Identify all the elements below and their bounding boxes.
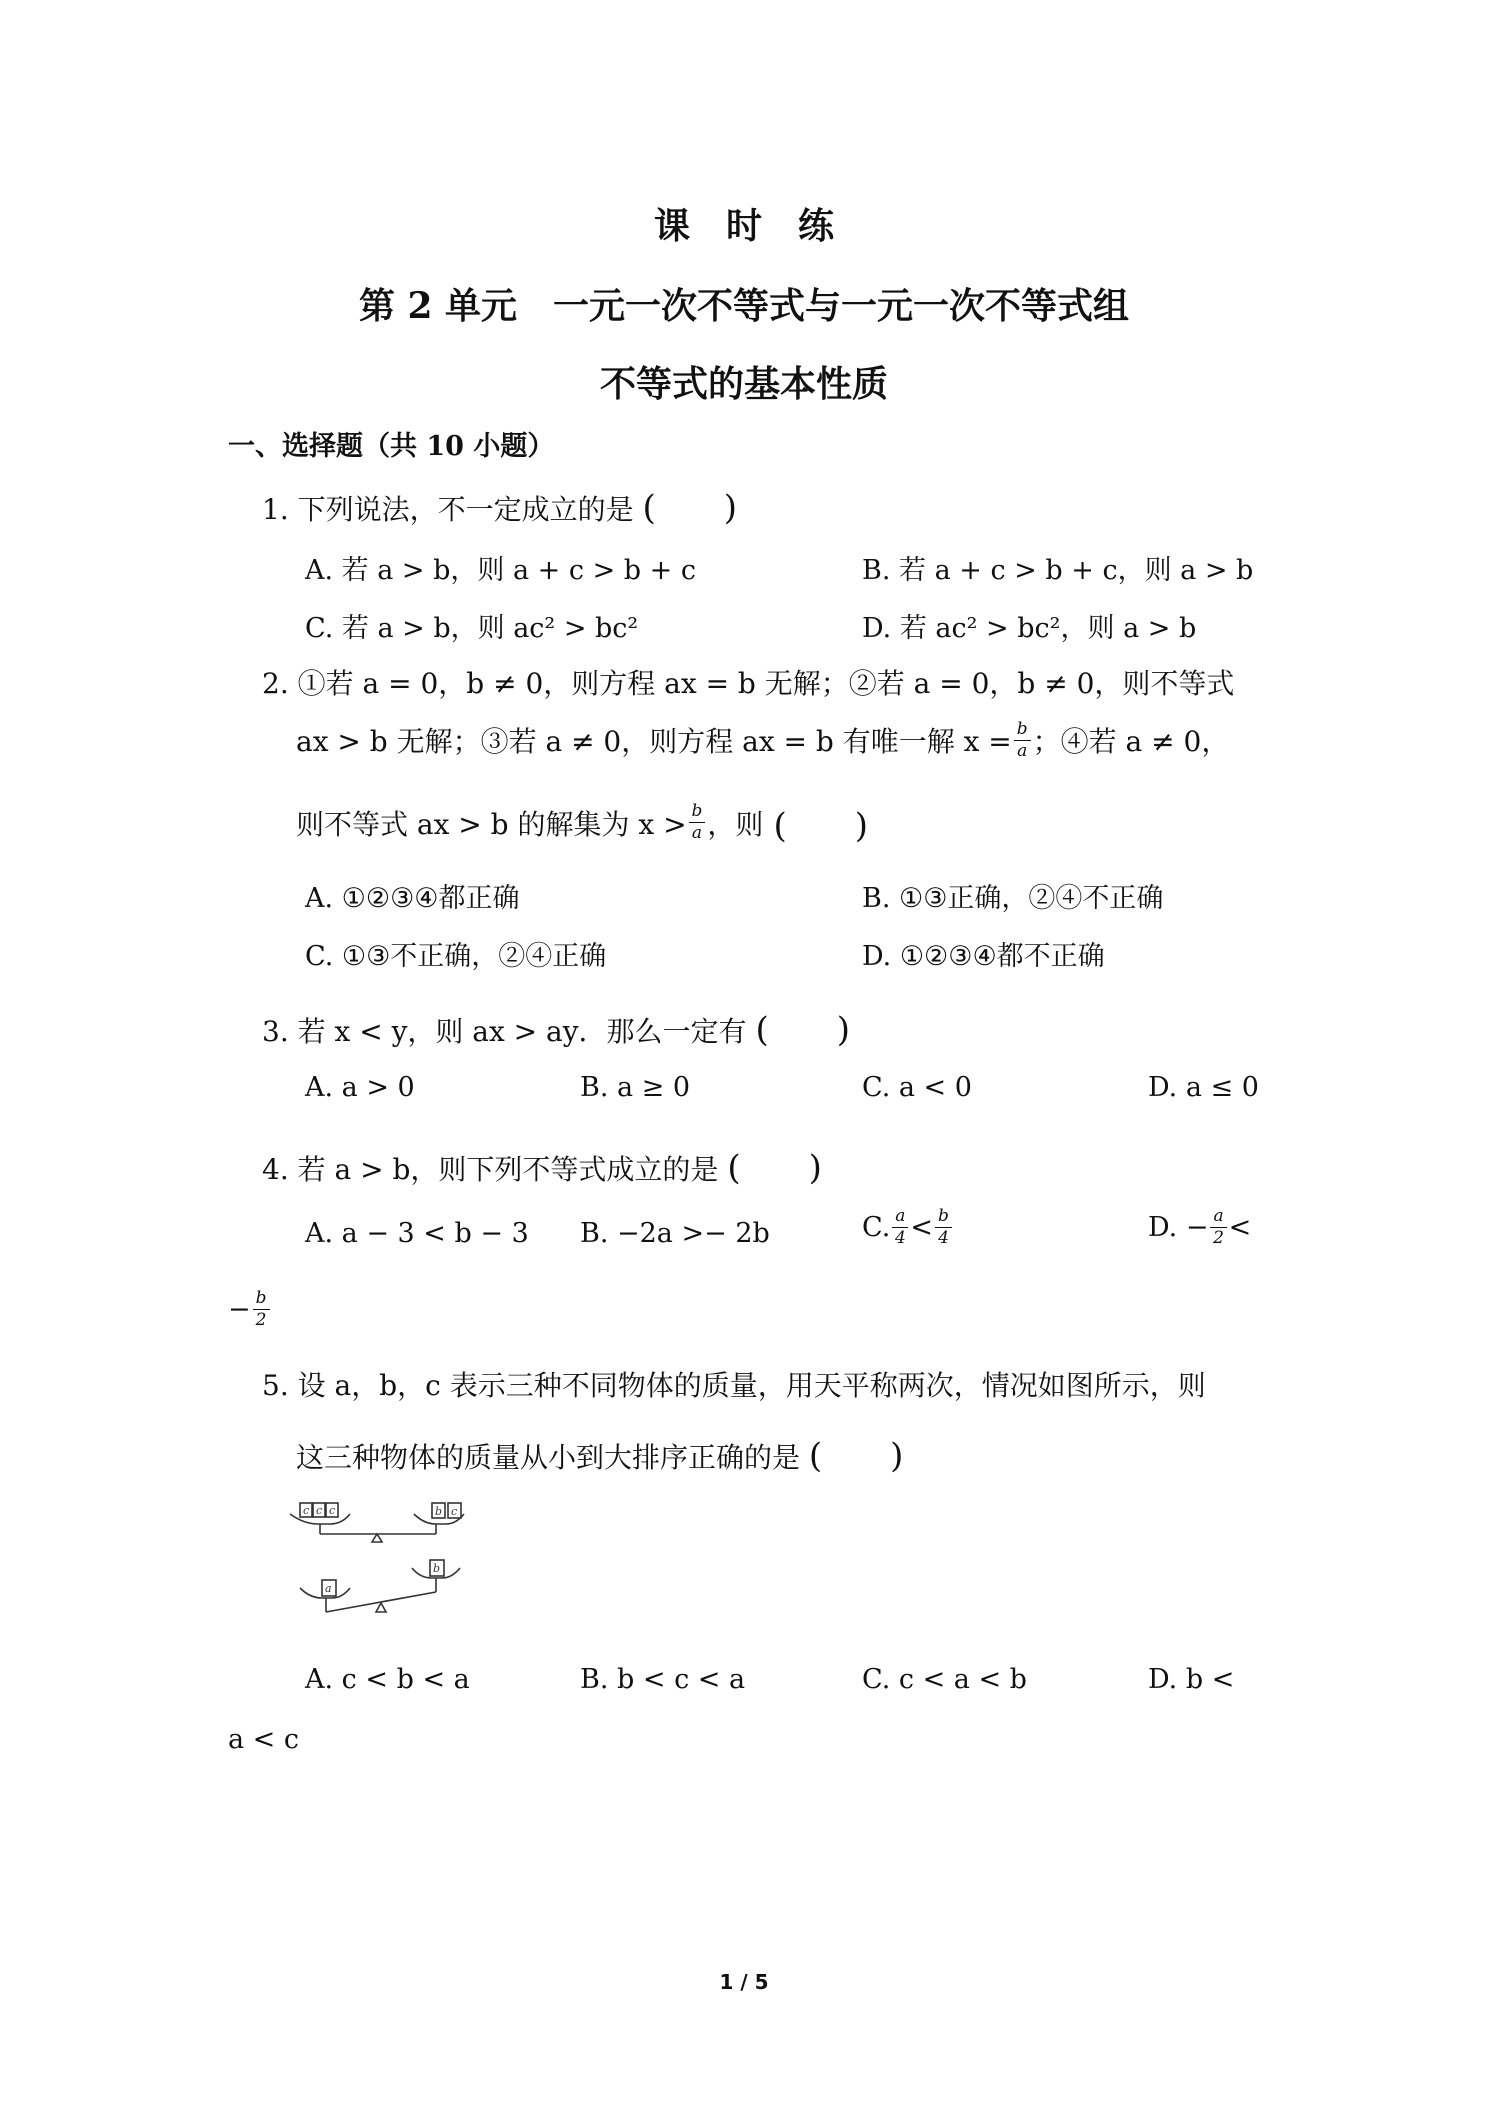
- fraction-numerator: b: [1014, 721, 1031, 741]
- option-d-prefix: D. −: [1148, 1212, 1209, 1243]
- question-4-option-d: [1148, 1208, 1251, 1247]
- less-than-sign: <: [1228, 1212, 1252, 1243]
- question-4-option-d-continued: [228, 1290, 272, 1329]
- figure-label-b: b: [435, 1505, 443, 1518]
- question-2-option-c: C. ①③不正确，②④正确: [305, 941, 607, 972]
- fraction-numerator: a: [892, 1208, 908, 1228]
- doc-title: 课 时 练: [653, 205, 834, 247]
- fraction-a-over-4: [892, 1208, 908, 1247]
- fraction-b-over-4: [935, 1208, 952, 1247]
- fraction-b-over-a: [1014, 718, 1031, 761]
- question-3-option-d: D. a ≤ 0: [1148, 1072, 1259, 1103]
- question-2-line-1: 2. ①若 a = 0，b ≠ 0，则方程 ax = b 无解；②若 a = 0，b ≠ 0，则不等式: [262, 667, 1235, 700]
- figure-label-c: c: [303, 1504, 310, 1517]
- fraction-denominator: 2: [255, 1310, 267, 1330]
- fraction-numerator: a: [1210, 1208, 1226, 1228]
- fraction-denominator: 4: [894, 1228, 906, 1248]
- question-2-line-3: [296, 798, 868, 847]
- question-4-text: 4. 若 a > b，则下列不等式成立的是: [262, 1153, 719, 1186]
- question-2-option-b: B. ①③正确，②④不正确: [862, 883, 1164, 914]
- question-5-option-a: A. c < b < a: [305, 1664, 470, 1695]
- fraction-a-over-2: [1210, 1208, 1226, 1247]
- question-1-stem: [262, 480, 737, 529]
- question-4-option-a: A. a − 3 < b − 3: [305, 1218, 529, 1249]
- section-heading: 一、选择题（共 10 小题）: [228, 431, 555, 462]
- answer-blank: ( ): [727, 1148, 822, 1188]
- question-1-option-c: C. 若 a > b，则 ac² > bc²: [305, 613, 639, 644]
- fraction-denominator: a: [1017, 740, 1028, 761]
- figure-label-c: c: [451, 1505, 458, 1518]
- fraction-b-over-a: [689, 803, 706, 842]
- fraction-denominator: 4: [938, 1228, 949, 1248]
- question-1-text: 1. 下列说法，不一定成立的是: [262, 493, 634, 526]
- question-4-option-b: B. −2a >− 2b: [580, 1218, 770, 1249]
- fraction-numerator: b: [253, 1290, 270, 1310]
- question-1-option-b: B. 若 a + c > b + c，则 a > b: [862, 555, 1254, 586]
- question-2-option-d: D. ①②③④都不正确: [862, 941, 1105, 972]
- question-5-text: 这三种物体的质量从小到大排序正确的是: [296, 1441, 801, 1474]
- fraction-numerator: b: [935, 1208, 952, 1228]
- question-2-line-2-text: ax > b 无解；③若 a ≠ 0，则方程 ax = b 有唯一解 x =: [296, 725, 1012, 758]
- question-2-line-2-tail: ；④若 a ≠ 0，: [1032, 725, 1230, 758]
- question-2-line-2: [296, 720, 1229, 760]
- question-5-option-d-continued: a < c: [228, 1724, 300, 1755]
- figure-label-c: c: [329, 1504, 336, 1517]
- question-3-option-a: A. a > 0: [305, 1072, 415, 1103]
- question-1-option-a: A. 若 a > b，则 a + c > b + c: [305, 555, 696, 586]
- fraction-denominator: a: [691, 823, 703, 843]
- question-2-option-a: A. ①②③④都正确: [305, 883, 520, 914]
- question-3-option-c: C. a < 0: [862, 1072, 972, 1103]
- question-5-line-1: 5. 设 a，b，c 表示三种不同物体的质量，用天平称两次，情况如图所示，则: [262, 1369, 1206, 1402]
- page-number: 1 / 5: [719, 1970, 769, 1994]
- figure-label-b: b: [433, 1562, 441, 1575]
- question-3-option-b: B. a ≥ 0: [580, 1072, 691, 1103]
- question-1-option-d: D. 若 ac² > bc²，则 a > b: [862, 613, 1197, 644]
- question-2-line-3-tail: ，则: [707, 807, 764, 841]
- answer-blank: ( ): [808, 1436, 904, 1476]
- fraction-numerator: b: [689, 803, 706, 823]
- question-5-option-c: C. c < a < b: [862, 1664, 1027, 1695]
- balance-scale-figure: [286, 1490, 486, 1640]
- question-5-option-b: B. b < c < a: [580, 1664, 746, 1695]
- question-5-line-2: [296, 1428, 903, 1477]
- lesson-title: 不等式的基本性质: [599, 363, 888, 405]
- question-4-stem: [262, 1140, 822, 1189]
- answer-blank: ( ): [755, 1010, 850, 1050]
- question-2-line-3-text: 则不等式 ax > b 的解集为 x >: [296, 807, 687, 841]
- unit-title: 第 2 单元 一元一次不等式与一元一次不等式组: [358, 285, 1130, 327]
- minus-sign: −: [228, 1294, 251, 1325]
- question-5-option-d: D. b <: [1148, 1664, 1235, 1695]
- fulcrum: [376, 1603, 386, 1612]
- question-3-stem: [262, 1002, 850, 1051]
- fulcrum: [372, 1534, 382, 1542]
- option-c-prefix: C.: [862, 1212, 891, 1243]
- answer-blank: ( ): [642, 488, 738, 528]
- fraction-b-over-2: [253, 1290, 270, 1329]
- question-3-text: 3. 若 x < y，则 ax > ay．那么一定有: [262, 1015, 747, 1048]
- figure-label-c: c: [316, 1504, 323, 1517]
- figure-label-a: a: [325, 1582, 332, 1595]
- question-4-option-c: [862, 1208, 954, 1247]
- less-than-sign: <: [910, 1212, 934, 1243]
- fraction-denominator: 2: [1213, 1228, 1224, 1248]
- answer-blank: ( ): [773, 806, 868, 846]
